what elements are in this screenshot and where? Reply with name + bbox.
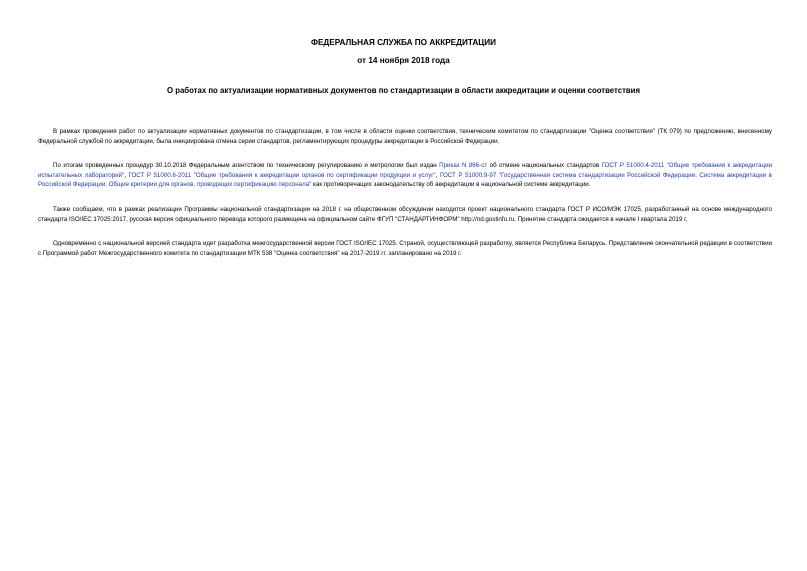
gost-51000-6-link[interactable]: ГОСТ Р 51000.6-2011 "Общие требования к аккредитации органов по сертификации продукции и услуг" — [128, 171, 436, 179]
document-body — [38, 127, 772, 273]
paragraph-2-text-2: об отмене национальных стандартов — [487, 162, 602, 170]
paragraph-4: Одновременно с национальной версией стандарта идет разработка межгосударственной версии ГОСТ ISO/IEC 17025. Страной, осуществляющей разработку, является Республика Беларусь. Представление окончательной редакции в соответствии с Программой работ Межгосударственного комитета по стандартизации МТК 538 "Оценка соответствия" на 2017-2019 гг. запланировано на 2019 г. — [38, 240, 772, 257]
paragraph-2 — [38, 161, 772, 190]
document-date: от 14 ноября 2018 года — [357, 56, 450, 65]
agency-heading: ФЕДЕРАЛЬНАЯ СЛУЖБА ПО АККРЕДИТАЦИИ — [310, 38, 497, 47]
paragraph-2-text-4: , — [435, 171, 440, 179]
document-title: О работах по актуализации нормативных документов по стандартизации в области аккредитации и оценки соответствия — [166, 86, 641, 95]
paragraph-2-text-5: как противоречащих законодательству об аккредитации в национальной системе аккредитации. — [311, 181, 591, 189]
paragraph-2-text-1: По итогам проведенных процедур 30.10.2018 Федеральным агентством по техническому регулированию и метрологии был издан — [53, 162, 440, 170]
order-866-link[interactable]: Приказ N 866-ст — [439, 162, 488, 170]
gost-51000-4-link[interactable]: ГОСТ Р 51000.4-2011 "Общие требования к аккредитации испытательных лабораторий" — [38, 162, 773, 179]
gost-51000-9-link[interactable]: ГОСТ Р 51000.9-97 "Государственная система стандартизации Российской Федерации. Система аккредитации в Российской Федерации. Общие критерии для органов, проводящих сертификацию персонала" — [38, 171, 772, 189]
paragraph-1: В рамках проведения работ по актуализации нормативных документов по стандартизации, в том числе в области оценки соответствия, техническим комитетом по стандартизации "Оценка соответствия" (ТК 079) по предложению, внесенному Федеральной службой по аккредитации, была инициирована отмена серии стандартов, регламентирующих процедуры аккредитации в Российской Федерации. — [38, 128, 772, 145]
paragraph-2-text-3: , — [124, 171, 129, 179]
paragraph-3: Также сообщаем, что в рамках реализации Программы национальной стандартизации на 2018 г. на общественном обсуждении находится проект национального стандарта ГОСТ Р ИСО/МЭК 17025, разработанный на основе международного стандарта ISO/IEC 17025:2017, русская версия официального перевода которого размещена на официальном сайте ФГУП "СТАНДАРТИНФОРМ" http://nd.gostinfo.ru. Принятие стандарта ожидается в начале I квартала 2019 г. — [38, 205, 772, 223]
